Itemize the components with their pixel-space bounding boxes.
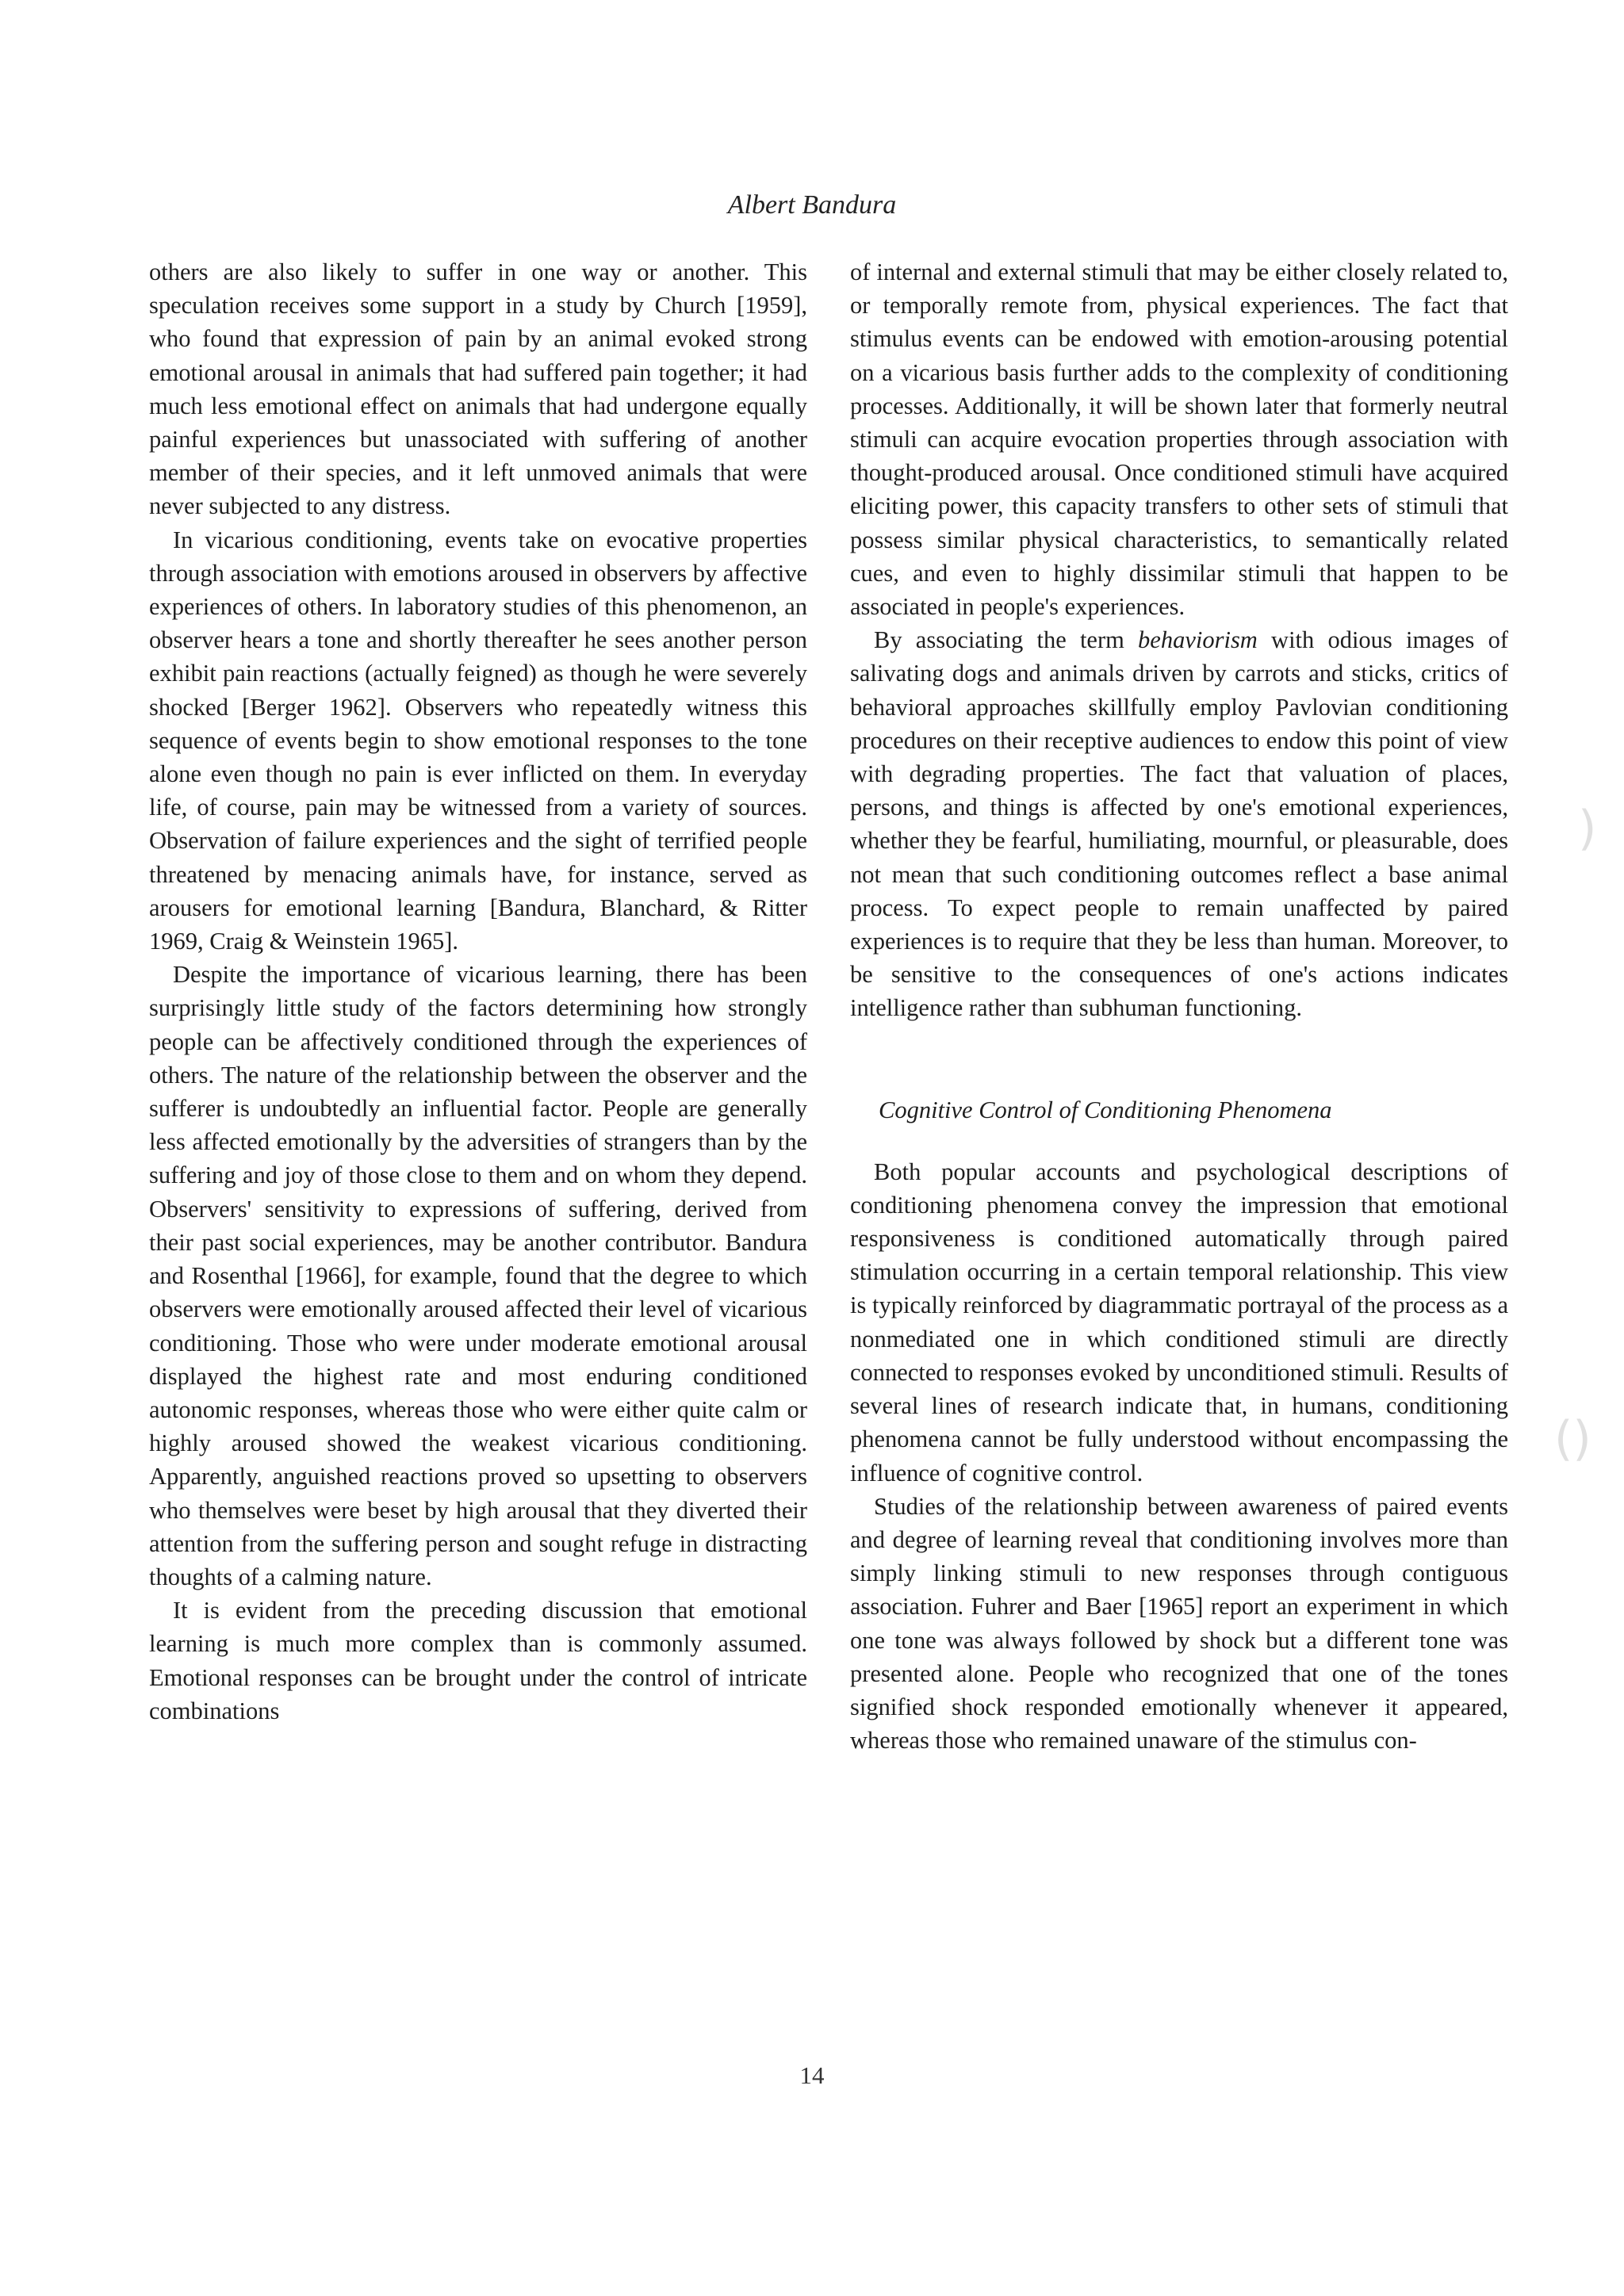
paragraph: Despite the importance of vicarious learning, there has been surprisingly little study of the factors determining how strongly people can be affectively conditioned through the experiences of others. The nature of the relationship between the observer and the sufferer is undoubtedly an influential factor. People are generally less affected emotionally by the adversities of strangers than by the suffering and joy of those close to them and on whom they depend. Observers' sensitivity to expressions of suffering, derived from their past social experiences, may be another contributor. Bandura and Rosenthal [1966], for example, found that the degree to which observers were emotionally aroused affected their level of vicarious conditioning. Those who were under moderate emotional arousal displayed the highest rate and most enduring conditioned autonomic responses, whereas those who were either quite calm or highly aroused showed the weakest vicarious conditioning. Apparently, anguished reactions proved so upsetting to observers who themselves were beset by high arousal that they diverted their attention from the suffering person and sought refuge in distracting thoughts of a calming nature. (149, 961, 807, 1590)
paragraph: It is evident from the preceding discussion that emotional learning is much more complex than is commonly assumed. Emotional responses can be brought under the control of intricate combinations (149, 1597, 807, 1724)
paragraph: Both popular accounts and psychological descriptions of conditioning phenomena convey the impression that emotional responsiveness is conditioned automatically through paired stimulation occurring in a certain temporal relationship. This view is typically reinforced by diagrammatic portrayal of the process as a nonmediated one in which conditioned stimuli are directly connected to responses evoked by unconditioned stimuli. Results of several lines of research indicate that, in humans, conditioning phenomena cannot be fully understood without encompassing the influence of cognitive control. (850, 1158, 1508, 1487)
paragraph: of internal and external stimuli that may be either closely related to, or temporally remote from, physical experiences. The fact that stimulus events can be endowed with emotion-arousing potential on a vicarious basis further adds to the complexity of conditioning processes. Additionally, it will be shown later that formerly neutral stimuli can acquire evocation properties through association with thought-produced arousal. Once conditioned stimuli have acquired eliciting power, this capacity transfers to other sets of stimuli that possess similar physical characteristics, to semantically related cues, and even to highly dissimilar stimuli that happen to be associated in people's experiences. (850, 258, 1508, 621)
faint-bracket-mark: () (1554, 1411, 1591, 1467)
right-column (850, 255, 1508, 1757)
faint-bracket-mark: ) (1578, 801, 1597, 856)
paragraph: others are also likely to suffer in one way or another. This speculation receives some support in a study by Church [1959], who found that expression of pain by an animal evoked strong emotional arousal in animals that had suffered pain together; it had much less emotional effect on animals that had undergone equally painful experiences but unassociated with suffering of another member of their species, and it left unmoved animals that were never subjected to any distress. (149, 258, 807, 520)
paragraph: Studies of the relationship between awareness of paired events and degree of learning reveal that conditioning involves more than simply linking stimuli to new responses through contiguous association. Fuhrer and Baer [1965] report an experiment in which one tone was always followed by shock but a different tone was presented alone. People who recognized that one of the tones signified shock responded emotionally whenever it appeared, whereas those who remained unaware of the stimulus con- (850, 1492, 1508, 1755)
paragraph (850, 623, 1508, 1024)
page-number: 14 (799, 2061, 825, 2089)
running-head: Albert Bandura (727, 190, 897, 220)
section-heading: Cognitive Control of Conditioning Phenomena (879, 1096, 1332, 1123)
paragraph-start: By associating the term (874, 626, 1139, 654)
paragraph-rest: with odious images of salivating dogs and animals driven by carrots and sticks, critics of behavioral approaches skillfully employ Pavlovian conditioning procedures on their receptive audiences to endow this point of view with degrading properties. The fact that valuation of places, persons, and things is affected by one's emotional experiences, whether they be fearful, humiliating, mournful, or pleasurable, does not mean that such conditioning outcomes reflect a base animal process. To expect people to remain unaffected by paired experiences is to require that they be less than human. Moreover, to be sensitive to the consequences of one's actions indicates intelligence rather than subhuman functioning. (850, 626, 1508, 1022)
left-column (149, 255, 807, 1728)
paragraph: In vicarious conditioning, events take on evocative properties through association with emotions aroused in observers by affective experiences of others. In laboratory studies of this phenomenon, an observer hears a tone and shortly thereafter he sees another person exhibit pain reactions (actually feigned) as though he were severely shocked [Berger 1962]. Observers who repeatedly witness this sequence of events begin to show emotional responses to the tone alone even though no pain is ever inflicted on them. In everyday life, of course, pain may be witnessed from a variety of sources. Observation of failure experiences and the sight of terrified people threatened by menacing animals have, for instance, served as arousers for emotional learning [Bandura, Blanchard, & Ritter 1969, Craig & Weinstein 1965]. (149, 526, 807, 955)
italic-term: behaviorism (1138, 626, 1258, 654)
